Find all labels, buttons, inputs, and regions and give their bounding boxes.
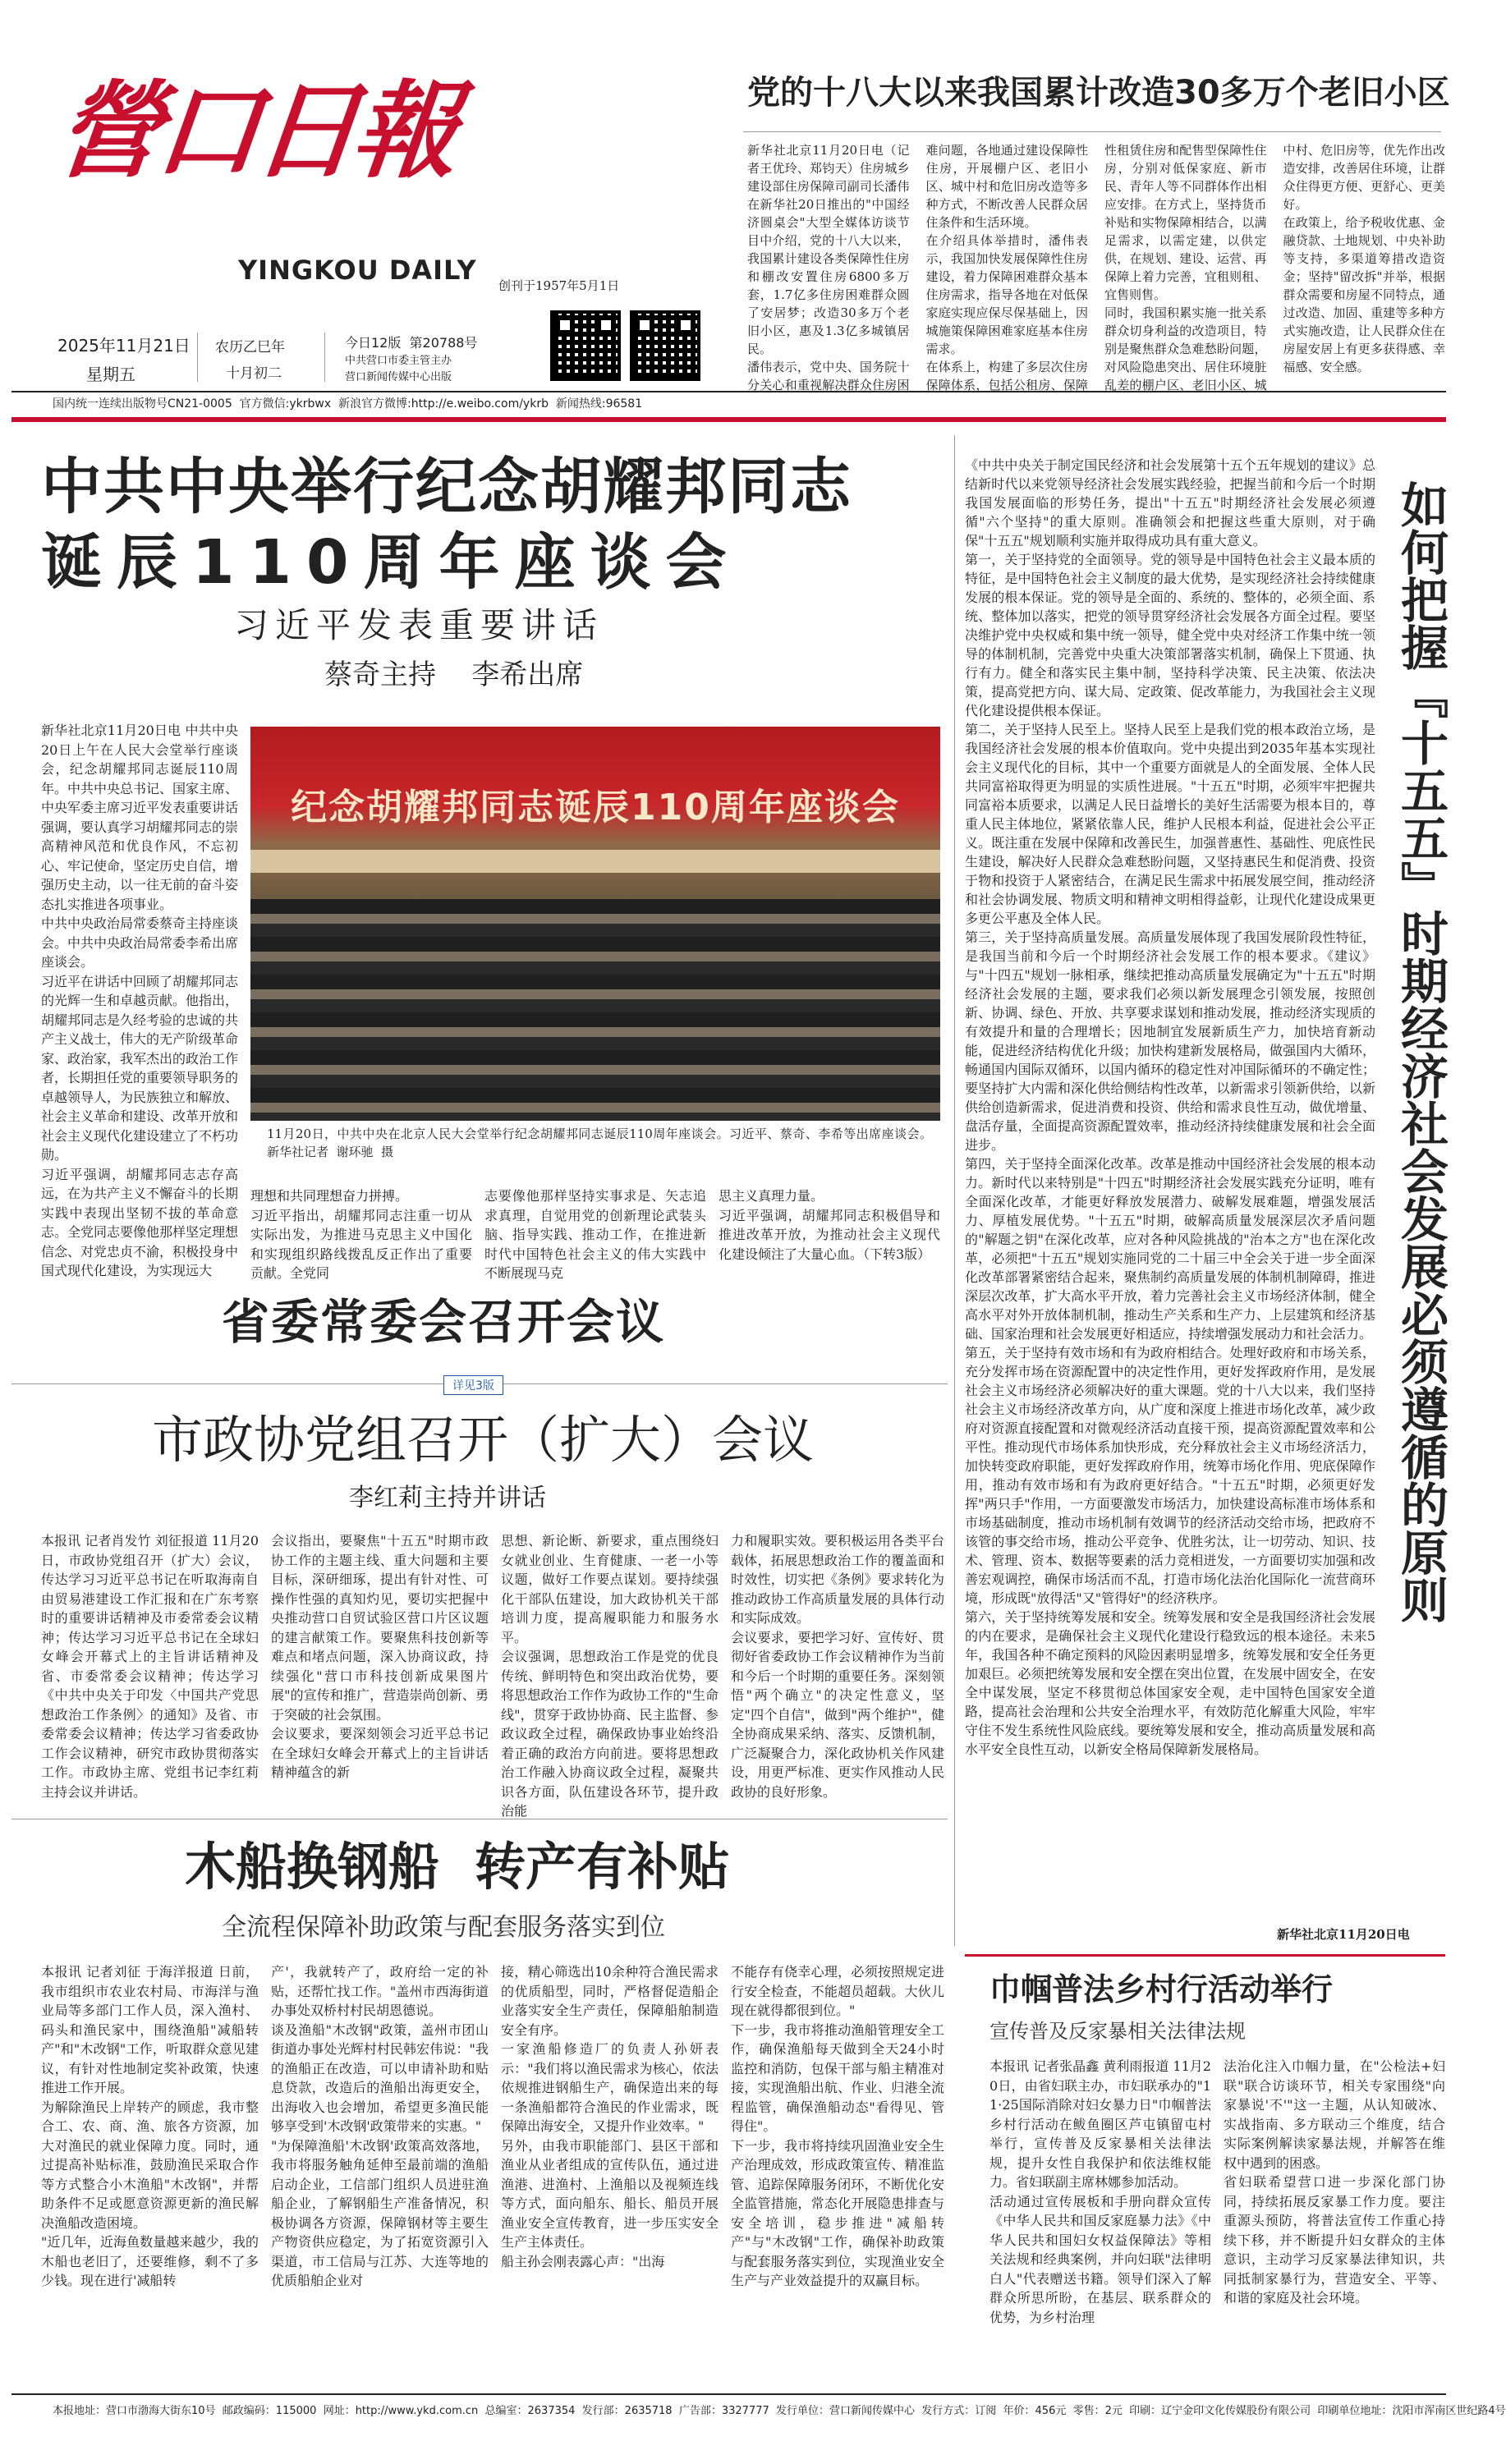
cppcc-text3: 思想、新论断、新要求，重点围绕妇女就业创业、生育健康、一老一小等议题，做好工作要点谋划。要持续强化干部队伍建设，加大政协机关干部培训力度，提高履职能力和服务水平。 会议强调，思想政治工作是党的优良传统、鲜明特色和突出政治优势，要将思想政治工作作为政协工作的"生命线"，贯穿于政协协商、民主监督、参政议政全过程，确保政协事业始终沿着正确的政治方向前进。要将思想政治工作融入协商议政全过程，凝聚共识各方面，队伍建设各环节，提升政治能	[501, 1533, 719, 1819]
issue-weekday: 星期五	[86, 365, 135, 384]
lead-bottom-col2	[484, 1186, 706, 1285]
qr-code-icon	[550, 310, 621, 381]
footer-info: 本报地址：营口市渤海大街东10号 邮政编码：115000 网址：http://www.ykd.com.cn 总编室：2637354 发行部：2635718 广告部：3327777 发行单位：营口新闻传媒中心 发行方式：订阅 年价：456元 零售：2元 印刷：辽宁金印文化传媒股份有限公司 印刷单位地址：沈阳市浑南区世纪路4号	[53, 2405, 1506, 2417]
rural-law-text2: 法治化注入巾帼力量，在"公检法+妇联"联合访谈环节，相关专家围绕"向家暴说'不'"这一主题，从认知破冰、实战指南、多方联动三个维度，结合实际案例解读家暴法规，并解答在维权中遇到的困惑。 省妇联希望营口进一步深化部门协同，持续拓展反家暴工作力度。要注重源头预防，将普法宣传工作重心持续下移，并不断提升妇女群众的主体意识，主动学习反家暴法律知识，共同抵制家暴行为，营造安全、平等、和谐的家庭及社会环境。	[1224, 2058, 1445, 2306]
fishing-text4: 不能存有侥幸心理，必须按照规定进行安全检查，不能超员超载。大伙儿现在就得都很到位。" 下一步，我市将推动渔船管理安全工作，确保渔船每天做到全天24小时监控和消防，包保干部与船主精准对接，实现渔船出航、作业、归港全流程监管，确保渔船动态"看得见、管得住"。 下一步，我市将持续巩固渔业安全生产治理成效，形成政策宣传、精准监管、追踪保障服务闭环，不断优化安全监管措施，常态化开展隐患排查与安全培训，稳步推进"减船转产"与"木改钢"工作，确保补助政策与配套服务落实到位，实现渔业安全生产与产业效益提升的双赢目标。	[731, 1964, 944, 2288]
commentary-text: 《中共中央关于制定国民经济和社会发展第十五个五年规划的建议》总结新时代以来党领导经济社会发展实践经验，把握当前和今后一个时期我国发展面临的形势任务，提出"十五五"时期经济社会发展必须遵循"六个坚持"的重大原则。准确领会和把握这些重大原则，对于确保"十五五"规划顺利实施并取得成功具有重大意义。 第一，关于坚持党的全面领导。党的领导是中国特色社会主义最本质的特征，是中国特色社会主义制度的最大优势，是实现经济社会持续健康发展的根本保证。党的领导是全面的、系统的、整体的，必须全面、系统、整体加以落实，把党的领导贯穿经济社会发展各方面全过程。要坚决维护党中央权威和集中统一领导，健全党中央对经济工作集中统一领导的体制机制，完善党中央重大决策部署落实机制，确保上下贯通、执行有力。健全和落实民主集中制，坚持科学决策、民主决策、依法决策，提高党把方向、谋大局、定政策、促改革能力，为我国社会主义现代化建设提供根本保证。 第二，关于坚持人民至上。坚持人民至上是我们党的根本政治立场，是我国经济社会发展的根本价值取向。党中央提出到2035年基本实现社会主义现代化的目标，其中一个重要方面就是人的全面发展、全体人民共同富裕取得更为明显的实质性进展。"十五五"时期，必须牢牢把握共同富裕本质要求，以满足人民日益增长的美好生活需要为根本目的，尊重人民主体地位，紧紧依靠人民，维护人民根本利益，促进社会公平正义。既注重在发展中保障和改善民生，加强普惠性、基础性、兜底性民生建设，解决好人民群众急难愁盼问题，又坚持惠民生和促消费、投资于物和投资于人紧密结合，在满足民生需求中拓展发展空间，推动经济和社会协调发展、物质文明和精神文明相得益彰，让现代化建设成果更多更公平惠及全体人民。 第三，关于坚持高质量发展。高质量发展体现了我国发展阶段性特征，是我国当前和今后一个时期经济社会发展工作的根本要求。《建议》与"十四五"规划一脉相承，继续把推动高质量发展确定为"十五五"时期经济社会发展的主题，要求我们必须以新发展理念引领发展，按照创新、协调、绿色、开放、共享要求谋划和推动发展，推动经济实现质的有效提升和量的合理增长；因地制宜发展新质生产力，加快培育新动能，促进经济结构优化升级；加快构建新发展格局，做强国内大循环，畅通国内国际双循环，以国内循环的稳定性对冲国际循环的不确定性；要坚持扩大内需和深化供给侧结构性改革，以新需求引领新供给，以新供给创造新需求，促进消费和投资、供给和需求良性互动，做优增量、盘活存量，全面提高资源配置效率，推动经济持续健康发展和社会全面进步。 第四，关于坚持全面深化改革。改革是推动中国经济社会发展的根本动力。新时代以来特别是"十四五"时期经济社会发展实践充分证明，唯有全面深化改革，才能更好释放发展潜力、破解发展难题，增强发展活力、厚植发展优势。"十五五"时期，破解高质量发展深层次矛盾问题的"解题之钥"在深化改革，应对各种风险挑战的"治本之方"也在深化改革，必须把"十五五"规划实施同党的二十届三中全会关于进一步全面深化改革部署紧密结合起来，聚焦制约高质量发展的体制机制障碍，推进深层次改革，扩大高水平开放，着力完善社会主义市场经济体制，健全高水平对外开放体制机制，推动生产关系和生产力、上层建筑和经济基础、国家治理和社会发展更好相适应，持续增强发展动力和社会活力。 第五，关于坚持有效市场和有为政府相结合。处理好政府和市场关系，充分发挥市场在资源配置中的决定性作用，更好发挥政府作用，是发展社会主义市场经济必须解决好的重大课题。党的十八大以来，我们坚持社会主义市场经济改革方向，从广度和深度上推进市场化改革，减少政府对资源直接配置和对微观经济活动直接干预，提高资源配置效率和公平性。推动现代市场体系加快形成，充分释放社会主义市场经济活力，加快转变政府职能，更好发挥政府作用，统筹市场化作用、兜底保障作用，推动有效市场和有为政府更好结合。"十五五"时期，必须更好发挥"两只手"作用，一方面要激发市场活力，加快建设高标准市场体系和市场基础制度，推动市场机制有效调节的经济活动交给市场，把政府不该管的事交给市场，推动公平竞争、优胜劣汰，让一切劳动、知识、技术、管理、资本、数据等要素的活力竞相迸发，一方面要切实加强和改善宏观调控，确保市场活而不乱，打造市场化法治化国际化一流营商环境，形成既"放得活"又"管得好"的经济秩序。 第六，关于坚持统筹发展和安全。统筹发展和安全是我国经济社会发展的内在要求，是确保社会主义现代化建设行稳致远的根本途径。未来5年，我国各种不确定预料的风险因素明显增多，统筹发展和安全任务更加艰巨。必须把统筹发展和安全摆在突出位置，在发展中固安全，在安全中谋发展，坚定不移贯彻总体国家安全观，走中国特色国家安全道路，提高社会治理和公共安全治理水平，有效防范化解重大风险，牢牢守住不发生系统性风险底线。要统筹发展和安全，推动高质量发展和高水平安全良性互动，以新安全格局保障新发展格局。	[965, 457, 1375, 1757]
qr-code-icon	[630, 310, 700, 381]
masthead-divider	[197, 333, 198, 382]
lead-bottom-col1	[250, 1186, 472, 1285]
audience-rows	[250, 899, 940, 1121]
see-page-badge[interactable]: 详见3版	[443, 1375, 503, 1395]
cppcc-text1: 本报讯 记者肖发竹 刘征报道 11月20日，市政协党组召开（扩大）会议，传达学习习近平总书记在听取海南自由贸易港建设工作汇报和在广东考察时的重要讲话精神及市委常委会议精神；传达学习习近平总书记在全球妇女峰会开幕式上的主旨讲话精神及省、市委常委会议精神；传达学习《中共中央关于印发〈中国共产党思想政治工作条例〉的通知》及省、市委常委会议精神；传达学习省委政协工作会议精神，研究市政协贯彻落实工作。市政协主席、党组书记李红莉主持会议并讲话。	[41, 1533, 259, 1800]
cppcc-text2: 会议指出，要聚焦"十五五"时期市政协工作的主题主线、重大问题和主要目标，深研细琢，提出有针对性、可操作性强的真知灼见，要切实把握中央推动营口自贸试验区营口片区议题的建言献策工作。要聚焦科技创新等难点和堵点问题，深入协商议政，持续强化"营口市科技创新成果图片展"的宣传和推广，营造崇尚创新、勇于突破的社会氛围。 会议要求，要深刻领会习近平总书记在全球妇女峰会开幕式上的主旨讲话精神蕴含的新	[271, 1533, 489, 1780]
cppcc-col2	[271, 1531, 489, 1802]
commentary-headline: 如何把握『十五五』时期经济社会发展必须遵循的原则	[1393, 480, 1449, 1623]
lead-story-text: 新华社北京11月20日电 中共中央20日上午在人民大会堂举行座谈会，纪念胡耀邦同志诞辰110周年。中共中央总书记、国家主席、中央军委主席习近平发表重要讲话强调，要认真学习胡耀邦同志的崇高精神风范和优良作风，不忘初心、牢记使命，坚定历史自信，增强历史主动，以一往无前的奋斗姿态扎实推进各项事业。 中共中央政治局常委蔡奇主持座谈会。中共中央政治局常委李希出席座谈会。 习近平在讲话中回顾了胡耀邦同志的光辉一生和卓越贡献。他指出，胡耀邦同志是久经考验的忠诚的共产主义战士，伟大的无产阶级革命家、政治家，我军杰出的政治工作者，长期担任党的重要领导职务的卓越领导人，为民族独立和解放、社会主义革命和建设、改革开放和社会主义现代化建设建立了不朽功勋。 习近平强调，胡耀邦同志志存高远，在为共产主义不懈奋斗的长期实践中表现出坚韧不拔的革命意志。全党同志要像他那样坚定理想信念、对党忠贞不渝，积极投身中国式现代化建设，为实现远大	[41, 723, 239, 1278]
photo-caption	[267, 1125, 932, 1166]
lead-subhead: 习近平发表重要讲话	[234, 605, 604, 645]
fishing-col3	[501, 1962, 719, 2381]
top-story-text: 新华社北京11月20日电（记者王优玲、郑钧天）住房城乡建设部住房保障司副司长潘伟在新华社20日推出的"中国经济圆桌会"大型全媒体访谈节目中介绍，党的十八大以来，我国累计建设各类保障性住房和棚改安置住房6800多万套，1.7亿多住房困难群众圆了安居梦；改造30多万个老旧小区，惠及1.3亿多城镇居民。 潘伟表示，党中央、国务院十分关心和重视解决群众住房困难问题，各地通过建设保障性住房，开展棚户区、老旧小区、城中村和危旧房改造等多种方式，不断改善人民群众居住条件和生活环境。 在介绍具体举措时，潘伟表示，我国加快发展保障性住房建设，着力保障困难群众基本住房需求，指导各地在对低保家庭实现应保尽保基础上，因城施策保障困难家庭基本住房需求。 在体系上，构建了多层次住房保障体系，包括公租房、保障性租赁住房和配售型保障性住房，分别对低保家庭、新市民、青年人等不同群体作出相应安排。在方式上，坚持货币补贴和实物保障相结合，以满足需求，以需定建，以供定供，在规划、建设、运营、再保障上着力完善，宜租则租、宜售则售。 同时，我国积累实施一批关系群众切身利益的改造项目，特别是聚焦群众急难愁盼问题，对风险隐患突出、居住环境脏乱差的棚户区、老旧小区、城中村、危旧房等，优先作出改造安排，改善居住环境，让群众住得更方便、更舒心、更美好。 在政策上，给予税收优惠、金融贷款、土地规划、中央补助等支持，多渠道筹措改造资金；坚持"留改拆"并举，根据群众需要和房屋不同特点，通过改造、加固、重建等多种方式实施改造，让人民群众住在房屋安居上有更多获得感、幸福感、安全感。	[747, 143, 1445, 392]
lead-subhead2: 蔡奇主持 李希出席	[324, 658, 584, 691]
top-story-rule	[743, 131, 1441, 132]
fishing-col2	[271, 1962, 489, 2381]
photo-banner-text: 纪念胡耀邦同志诞辰110周年座谈会	[291, 787, 900, 828]
provincial-headline: 省委常委会召开会议	[222, 1294, 666, 1350]
lead-photo	[250, 727, 940, 1121]
publication-info-line: 国内统一连续出版物号CN21-0005 官方微信:ykrbwx 新浪官方微博:http://e.weibo.com/ykrb 新闻热线:96581	[53, 397, 643, 411]
fishing-subhead: 全流程保障补助政策与配套服务落实到位	[222, 1913, 665, 1942]
cppcc-col4	[731, 1531, 944, 1802]
top-story-headline: 党的十八大以来我国累计改造30多万个老旧小区	[747, 74, 1450, 112]
issue-date: 2025年11月21日	[57, 336, 191, 356]
cppcc-col3	[501, 1531, 719, 1819]
photo-credit: 新华社记者 谢环驰 摄	[267, 1145, 394, 1159]
sponsor-line: 中共营口市委主管主办	[345, 355, 452, 367]
photo-caption-text: 11月20日，中共中央在北京人民大会堂举行纪念胡耀邦同志诞辰110周年座谈会。习近平、蔡奇、李希等出席座谈会。	[267, 1126, 932, 1141]
newspaper-logo: 營口日報	[51, 70, 458, 193]
fishing-col4	[731, 1962, 944, 2381]
cppcc-subhead: 李红莉主持并讲话	[349, 1484, 546, 1512]
publisher-line: 营口新闻传媒中心出版	[345, 371, 452, 383]
rural-law-col1	[989, 2057, 1211, 2377]
rural-law-text1: 本报讯 记者张晶鑫 黄利雨报道 11月20日，由省妇联主办，市妇联承办的"11·25国际消除对妇女暴力日"巾帼普法乡村行活动在鲅鱼圈区芦屯镇留屯村举行，宣传普及反家暴相关法律法规，提升女性自我保护和依法维权能力。省妇联副主席林娜参加活动。 活动通过宣传展板和手册向群众宣传《中华人民共和国反家庭暴力法》《中华人民共和国妇女权益保障法》等相关法规和经典案例，并向妇联"法律明白人"代表赠送书籍。领导们深入了解群众所思所盼，在基层、联系群众的优势，为乡村治理	[989, 2058, 1211, 2325]
rural-law-col2	[1224, 2057, 1445, 2377]
lead-headline-line1: 中共中央举行纪念胡耀邦同志	[41, 452, 852, 522]
lead-headline-line2: 诞辰110周年座谈会	[41, 527, 742, 598]
lunar-year: 农历乙巳年	[215, 339, 285, 356]
cppcc-col1	[41, 1531, 259, 1802]
founded-date: 创刊于1957年5月1日	[498, 278, 620, 293]
english-name: YINGKOU DAILY	[238, 255, 477, 286]
masthead-red-rule	[11, 417, 1446, 422]
lead-bottom-text1: 理想和共同理想奋力拼搏。 习近平指出，胡耀邦同志注重一切从实际出发，为推进马克思主义中国化和实现组织路线拨乱反正作出了重要贡献。全党同	[250, 1188, 472, 1281]
rural-law-subhead: 宣传普及反家暴相关法律法规	[989, 2020, 1246, 2043]
footer-rule	[11, 2393, 1446, 2395]
commentary-body	[965, 456, 1375, 1942]
top-story-body	[747, 141, 1445, 412]
lead-bottom-text3: 思主义真理力量。 习近平强调，胡耀邦同志积极倡导和推进改革开放，为推动社会主义现代化建设倾注了大量心血。（下转3版）	[719, 1188, 940, 1262]
lead-bottom-col3	[719, 1186, 940, 1285]
lead-story-body	[41, 721, 239, 1278]
commentary-byline: 新华社北京11月20日电	[1277, 1927, 1410, 1942]
masthead-divider	[324, 333, 325, 382]
lead-bottom-text2: 志要像他那样坚持实事求是、矢志追求真理，自觉用党的创新理论武装头脑、指导实践、推动工作，在推进新时代中国特色社会主义的伟大实践中不断展现马克	[484, 1188, 706, 1281]
fishing-col1	[41, 1962, 259, 2381]
fishing-text1: 本报讯 记者刘征 于海洋报道 日前，我市组织市农业农村局、市海洋与渔业局等多部门工作人员，深入渔村、码头和渔民家中，围绕渔船"减船转产"和"木改钢"工作，听取群众意见建议，有针对性地制定奖补政策，快速推进工作开展。 为解除渔民上岸转产的顾虑，我市整合工、农、商、渔、旅各方资源，加大对渔民的就业保障力度。同时，通过提高补贴标准，鼓励渔民采取合作等方式整合小木渔船"木改钢"，并帮助条件不足或愿意资源更新的渔民解决渔船改造困境。 "近几年，近海鱼数量越来越少，我的木船也老旧了，还要维修，剩不了多少钱。现在进行'减船转	[41, 1964, 259, 2288]
cppcc-headline: 市政协党组召开（扩大）会议	[152, 1410, 815, 1470]
rural-law-top-rule	[965, 1954, 1445, 1957]
fishing-text3: 接，精心筛选出10余种符合渔民需求的优质船型，同时，严格督促造船企业落实安全生产责任，保障船舶制造安全有序。 一家渔船修造厂的负责人孙妍表示："我们将以渔民需求为核心，依法依规推进钢船生产，确保造出来的每一条渔船都符合渔民的作业需求，既保障出海安全，又提升作业效率。" 另外，由我市职能部门、县区干部和渔业从业者组成的宣传队伍，通过进渔港、进渔村、上渔船以及视频连线等方式，面向船东、船长、船员开展渔业安全宣传教育，进一步压实安全生产主体责任。 船主孙会刚表露心声："出海	[501, 1964, 719, 2269]
cppcc-text4: 力和履职实效。要积极运用各类平台载体，拓展思想政治工作的覆盖面和时效性，切实把《条例》要求转化为推动政协工作高质量发展的具体行动和实际成效。 会议要求，要把学习好、宣传好、贯彻好省委政协工作会议精神作为当前和今后一个时期的重要任务。深刻领悟"两个确立"的决定性意义，坚定"四个自信"，做到"两个维护"，健全协商成果采纳、落实、反馈机制，广泛凝聚合力，深化政协机关作风建设，用更严标准、更实作风推动人民政协的良好形象。	[731, 1533, 944, 1800]
lunar-day: 十月初二	[226, 365, 282, 382]
column-divider	[954, 435, 955, 1946]
edition-info: 今日12版 第20788号	[345, 335, 478, 351]
fishing-headline: 木船换钢船 转产有补贴	[185, 1837, 730, 1897]
fishing-text2: 产'，我就转产了，政府给一定的补贴，还帮忙找工作。"盖州市西海街道办事处双桥村村民胡恩德说。 谈及渔船"木改钢"政策，盖州市团山街道办事处光辉村村民韩宏伟说："我的渔船正在改造，可以申请补助和贴息贷款，改造后的渔船出海更安全，出海收入也会增加，希望更多渔民能够享受到'木改钢'政策带来的实惠。" "为保障渔船'木改钢'政策高效落地，我市将服务触角延伸至最前端的渔船启动企业，工信部门组织人员进驻渔船企业，了解钢船生产准备情况，积极协调各方资源，保障钢材等主要生产物资供应稳定，为了拓宽资源引入渠道，市工信局与江苏、大连等地的优质船舶企业对	[271, 1964, 489, 2288]
stage-curtain	[250, 850, 940, 873]
rural-law-headline: 巾帼普法乡村行活动举行	[989, 1971, 1334, 2007]
